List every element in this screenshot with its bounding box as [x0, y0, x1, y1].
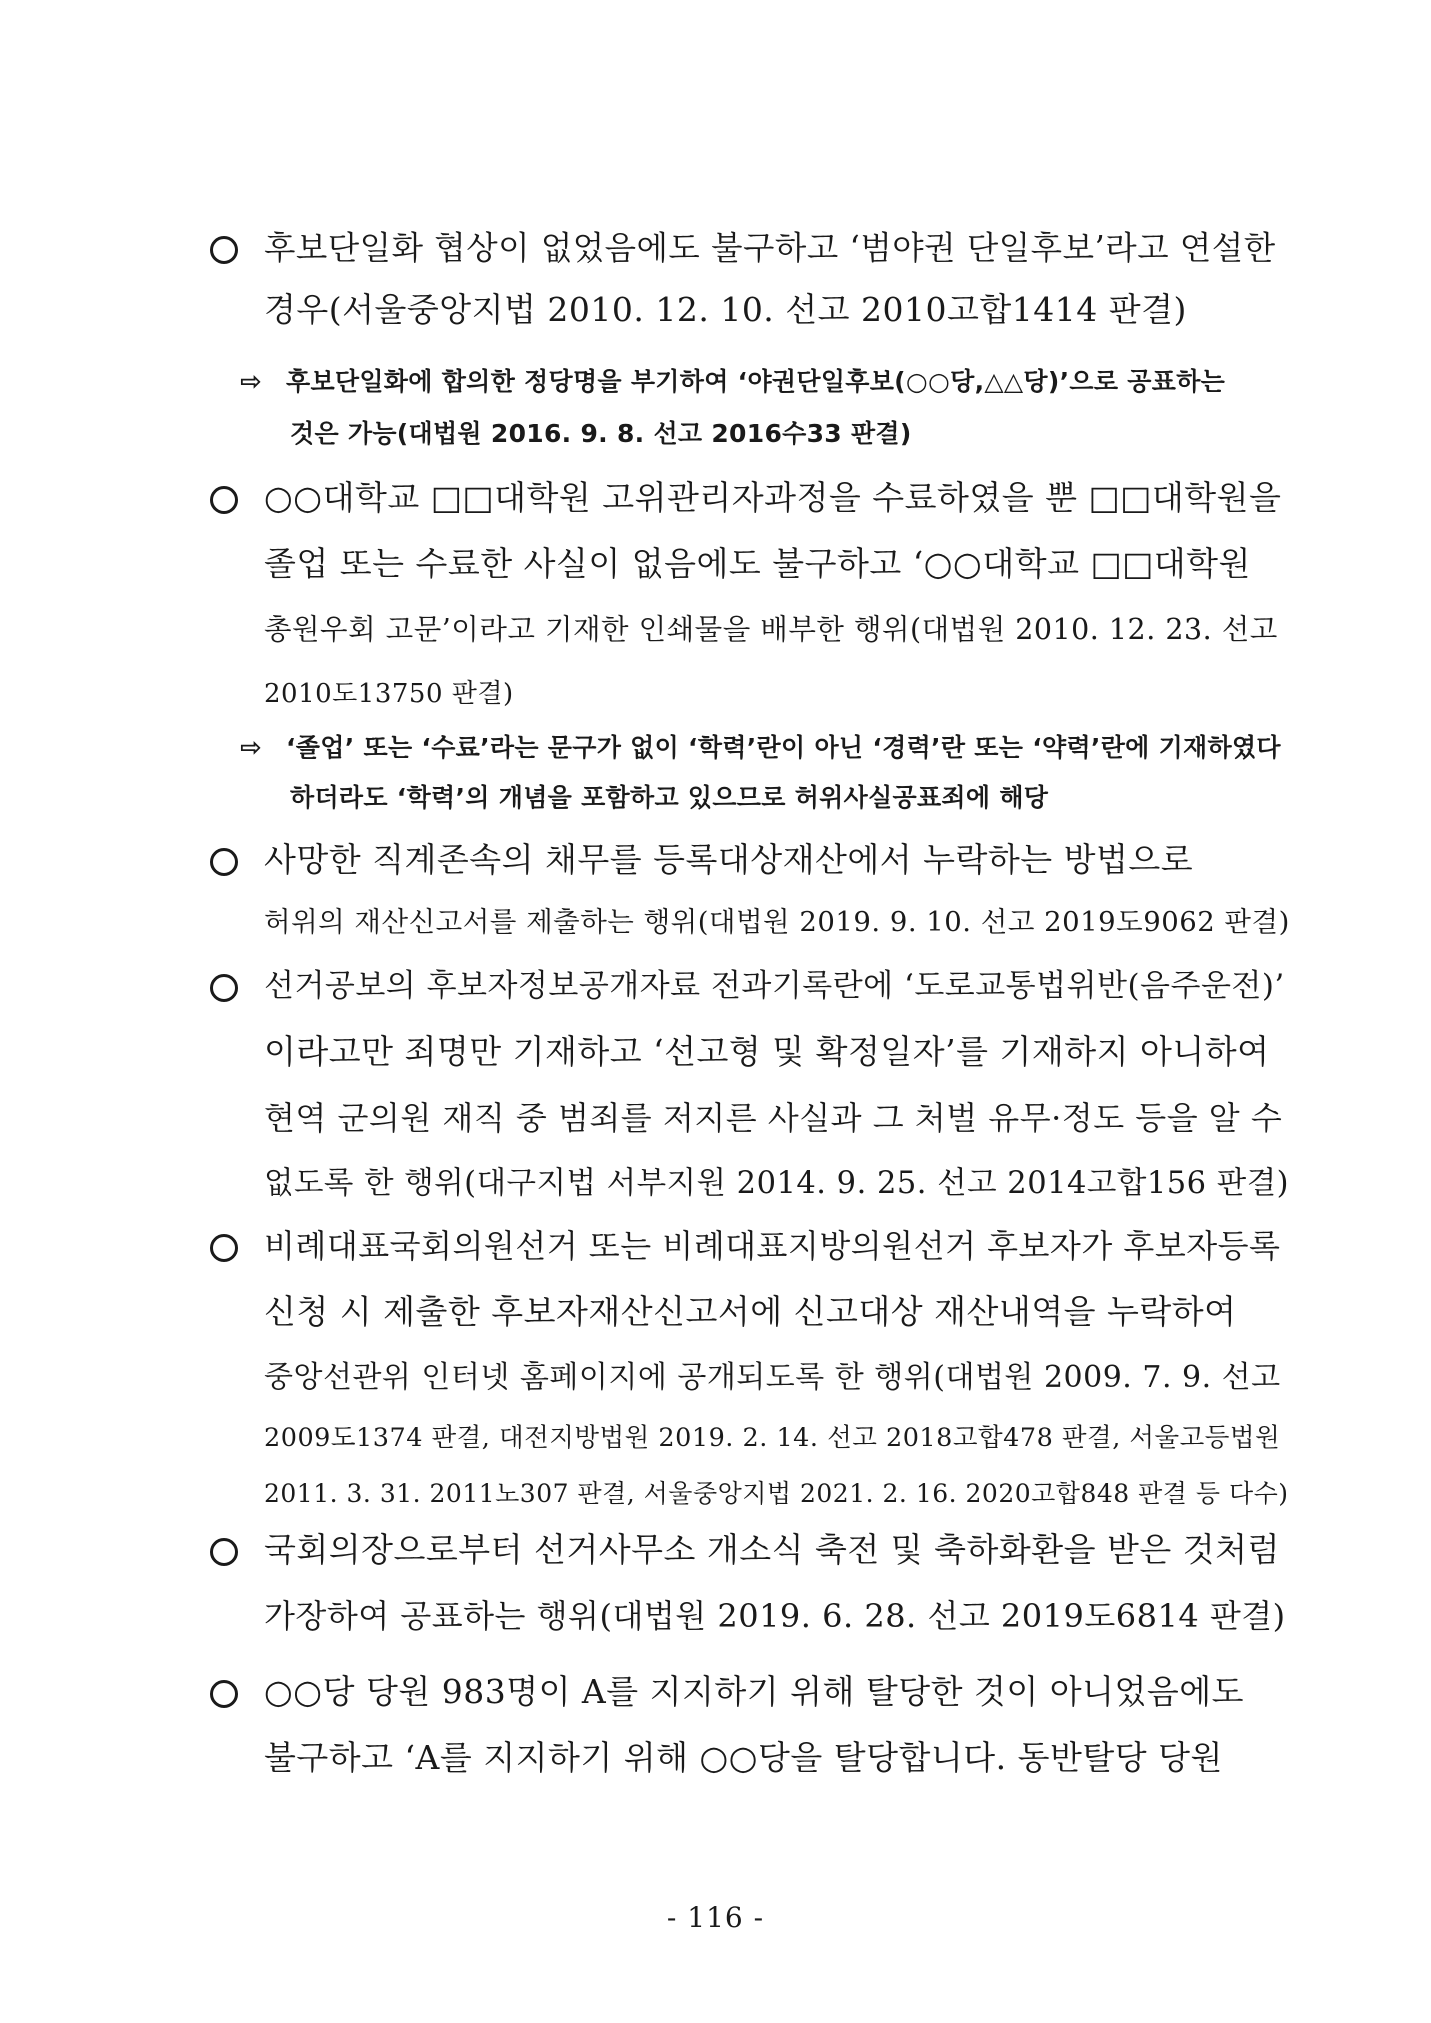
item-line: ○○대학교 □□대학원 고위관리자과정을 수료하였을 뿐 □□대학원을	[264, 478, 1282, 517]
circle-bullet-icon	[210, 486, 238, 514]
item-line: ○○당 당원 983명이 A를 지지하기 위해 탈당한 것이 아니었음에도	[264, 1672, 1245, 1711]
item-line: 이라고만 죄명만 기재하고 ‘선고형 및 확정일자’를 기재하지 아니하여	[264, 1032, 1270, 1071]
note-line: 것은 가능(대법원 2016. 9. 8. 선고 2016수33 판결)	[290, 419, 912, 448]
note-line: 후보단일화에 합의한 정당명을 부기하여 ‘야권단일후보(○○당,△△당)’으로 공표하는	[286, 367, 1226, 396]
circle-bullet-icon	[210, 236, 238, 264]
arrow-right-icon: ⇨	[240, 367, 262, 397]
item-line: 불구하고 ‘A를 지지하기 위해 ○○당을 탈당합니다. 동반탈당 당원	[264, 1738, 1223, 1777]
item-line: 2010도13750 판결)	[264, 679, 514, 709]
item-line: 없도록 한 행위(대구지법 서부지원 2014. 9. 25. 선고 2014고합156 판결)	[264, 1166, 1290, 1201]
page-number: - 116 -	[666, 1901, 765, 1934]
circle-bullet-icon	[210, 974, 238, 1002]
item-line: 중앙선관위 인터넷 홈페이지에 공개되도록 한 행위(대법원 2009. 7. 9. 선고	[264, 1360, 1281, 1395]
item-line: 후보단일화 협상이 없었음에도 불구하고 ‘범야권 단일후보’라고 연설한	[264, 229, 1276, 267]
item-line: 국회의장으로부터 선거사무소 개소식 축전 및 축하화환을 받은 것처럼	[264, 1530, 1280, 1569]
item-line: 신청 시 제출한 후보자재산신고서에 신고대상 재산내역을 누락하여	[264, 1292, 1237, 1331]
note-line: 하더라도 ‘학력’의 개념을 포함하고 있으므로 허위사실공표죄에 해당	[290, 783, 1049, 812]
arrow-right-icon: ⇨	[240, 733, 262, 763]
circle-bullet-icon	[210, 1680, 238, 1708]
item-line: 경우(서울중앙지법 2010. 12. 10. 선고 2010고합1414 판결)	[264, 290, 1187, 329]
note-line: ‘졸업’ 또는 ‘수료’라는 문구가 없이 ‘학력’란이 아닌 ‘경력’란 또는 ‘약력’란에 기재하였다	[286, 733, 1281, 762]
item-line: 2009도1374 판결, 대전지방법원 2019. 2. 14. 선고 2018고합478 판결, 서울고등법원	[264, 1423, 1281, 1453]
circle-bullet-icon	[210, 1234, 238, 1262]
item-line: 총원우회 고문’이라고 기재한 인쇄물을 배부한 행위(대법원 2010. 12. 23. 선고	[264, 613, 1278, 646]
item-line: 사망한 직계존속의 채무를 등록대상재산에서 누락하는 방법으로	[264, 840, 1194, 879]
item-line: 2011. 3. 31. 2011노307 판결, 서울중앙지법 2021. 2. 16. 2020고합848 판결 등 다수)	[264, 1479, 1289, 1508]
item-line: 비례대표국회의원선거 또는 비례대표지방의원선거 후보자가 후보자등록	[264, 1227, 1281, 1265]
item-line: 현역 군의원 재직 중 범죄를 저지른 사실과 그 처벌 유무·정도 등을 알 수	[264, 1099, 1283, 1137]
circle-bullet-icon	[210, 1538, 238, 1566]
item-line: 허위의 재산신고서를 제출하는 행위(대법원 2019. 9. 10. 선고 2019도9062 판결)	[264, 906, 1290, 938]
item-line: 선거공보의 후보자정보공개자료 전과기록란에 ‘도로교통법위반(음주운전)’	[264, 968, 1285, 1004]
circle-bullet-icon	[210, 848, 238, 876]
item-line: 가장하여 공표하는 행위(대법원 2019. 6. 28. 선고 2019도6814 판결)	[264, 1597, 1286, 1635]
item-line: 졸업 또는 수료한 사실이 없음에도 불구하고 ‘○○대학교 □□대학원	[264, 544, 1251, 583]
